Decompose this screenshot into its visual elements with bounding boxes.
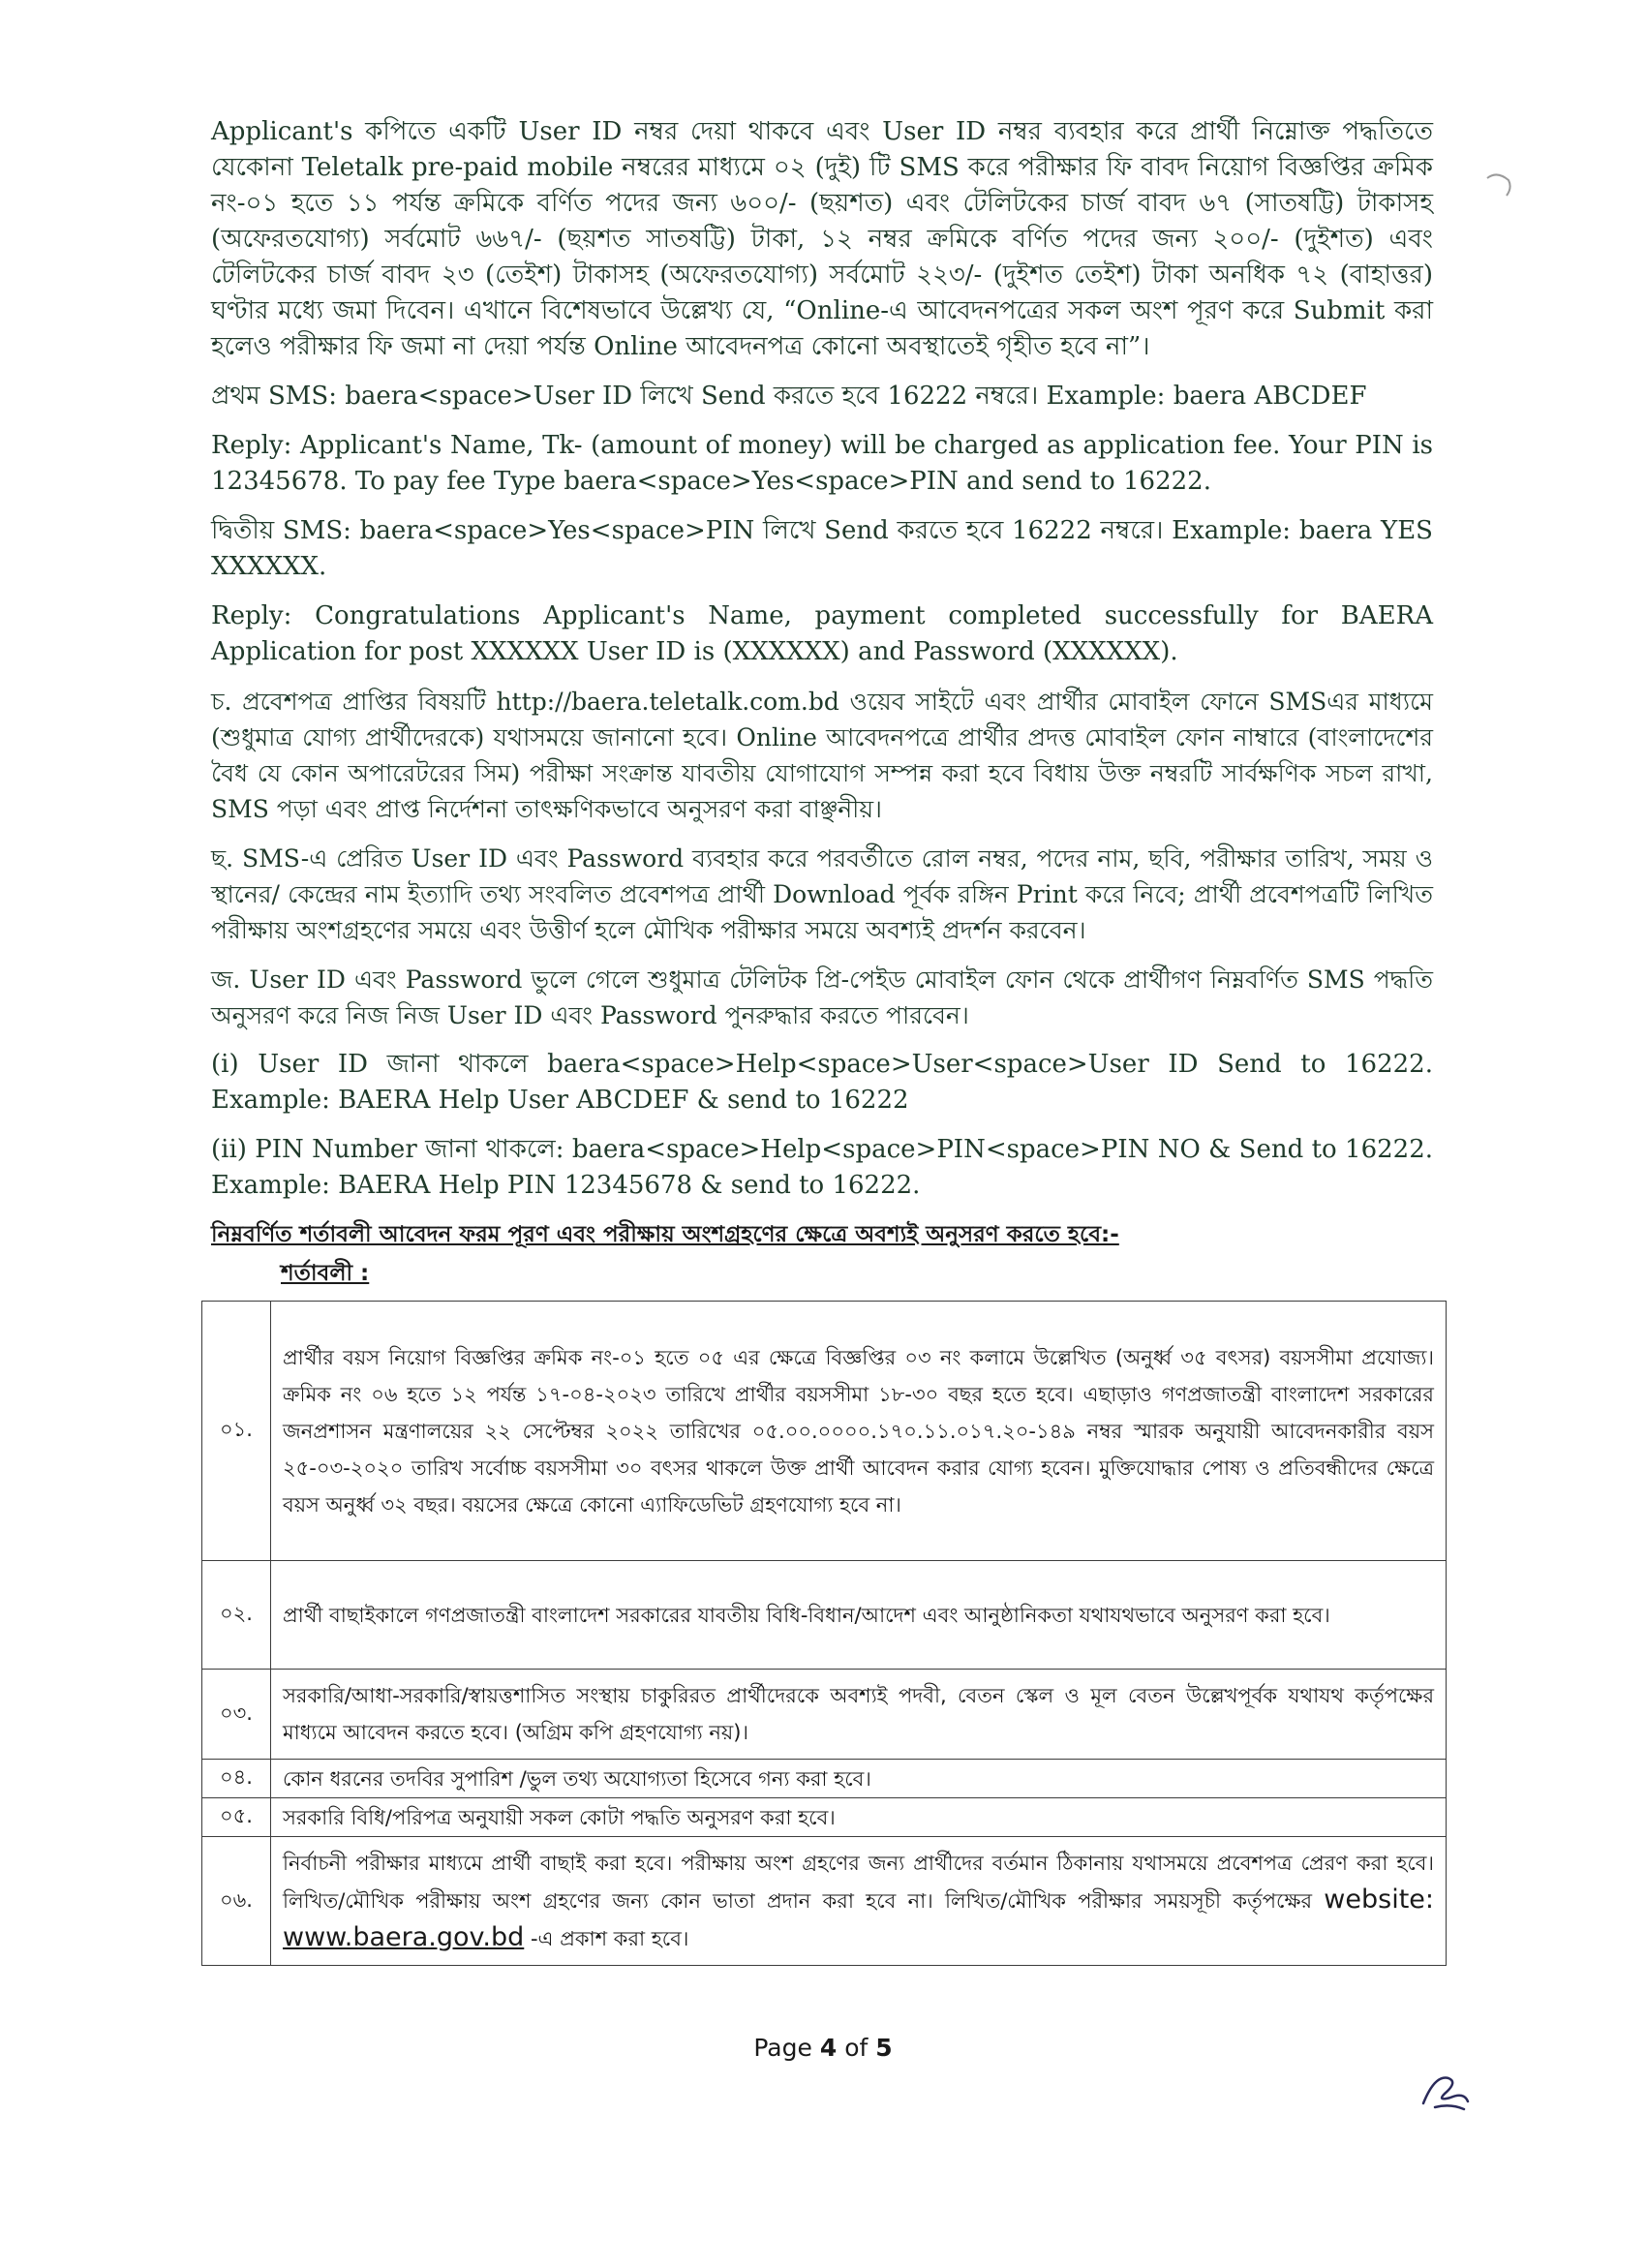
second-sms-instruction: দ্বিতীয় SMS: baera<space>Yes<space>PIN লিখে Send করতে হবে 16222 নম্বরে। Example: baera YES XXXXXX.: [211, 516, 1433, 581]
punch-hole-icon: [1483, 170, 1512, 199]
recovery-pin: (ii) PIN Number জানা থাকলে: baera<space>Help<space>PIN<space>PIN NO & Send to 16222. Example: BAERA Help PIN 12345678 & send to 16222.: [211, 1135, 1433, 1200]
page-of: of: [844, 2034, 869, 2062]
table-row: [202, 1670, 1447, 1760]
signature-icon: [1416, 2065, 1474, 2113]
recovery-notice: জ. User ID এবং Password ভুলে গেলে শুধুমাত্র টেলিটক প্রি-পেইড মোবাইল ফোন থেকে প্রার্থীগণ নিম্নবর্ণিত SMS পদ্ধতি অনুসরণ করে নিজ নিজ User ID এবং Password পুনরুদ্ধার করতে পারবেন।: [211, 965, 1433, 1029]
table-row: [202, 1302, 1447, 1561]
admit-card-notice: চ. প্রবেশপত্র প্রাপ্তির বিষয়টি http://baera.teletalk.com.bd ওয়েব সাইটে এবং প্রার্থীর মোবাইল ফোনে SMSএর মাধ্যমে (শুধুমাত্র যোগ্য প্রার্থীদেরকে) যথাসময়ে জানানো হবে। Online আবেদনপত্রে প্রার্থীর প্রদত্ত মোবাইল ফোন নাম্বারে (বাংলাদেশের বৈধ যে কোন অপারেটরের সিম) পরীক্ষা সংক্রান্ত যাবতীয় যোগাযোগ সম্পন্ন করা হবে বিধায় উক্ত নম্বরটি সার্বক্ষণিক সচল রাখা, SMS পড়া এবং প্রাপ্ত নির্দেশনা তাৎক্ষণিকভাবে অনুসরণ করা বাঞ্ছনীয়।: [211, 688, 1433, 823]
document-page: [211, 114, 1433, 1966]
conditions-table: [201, 1301, 1447, 1966]
term-text: সরকারি বিধি/পরিপত্র অনুযায়ী সকল কোটা পদ্ধতি অনুসরণ করা হবে।: [271, 1798, 1447, 1837]
table-row: [202, 1837, 1447, 1966]
term-text: কোন ধরনের তদবির সুপারিশ /ভুল তথ্য অযোগ্যতা হিসেবে গন্য করা হবে।: [271, 1760, 1447, 1798]
term-number: ০৫.: [202, 1798, 271, 1837]
term-text: সরকারি/আধা-সরকারি/স্বায়ত্তশাসিত সংস্থায় চাকুরিরত প্রার্থীদেরকে অবশ্যই পদবী, বেতন স্কেল ও মূল বেতন উল্লেখপূর্বক যথাযথ কর্তৃপক্ষের মাধ্যমে আবেদন করতে হবে। (অগ্রিম কপি গ্রহণযোগ্য নয়)।: [271, 1670, 1447, 1760]
page-current: 4: [819, 2034, 838, 2062]
term-text: [271, 1837, 1447, 1966]
page-footer: [0, 2034, 1646, 2062]
term-number: ০৬.: [202, 1837, 271, 1966]
website-link[interactable]: [283, 1922, 524, 1952]
first-sms-instruction: প্রথম SMS: baera<space>User ID লিখে Send করতে হবে 16222 নম্বরে। Example: baera ABCDEF: [211, 382, 1367, 411]
page-total: 5: [875, 2034, 893, 2062]
website-url[interactable]: www.baera.gov.bd: [283, 1922, 525, 1952]
payment-paragraph: Applicant's কপিতে একটি User ID নম্বর দেয়া থাকবে এবং User ID নম্বর ব্যবহার করে প্রার্থী নিম্নোক্ত পদ্ধতিতে যেকোনা Teletalk pre-paid mobile নম্বরের মাধ্যমে ০২ (দুই) টি SMS করে পরীক্ষার ফি বাবদ নিয়োগ বিজ্ঞপ্তির ক্রমিক নং-০১ হতে ১১ পর্যন্ত ক্রমিকে বর্ণিত পদের জন্য ৬০০/- (ছয়শত) এবং টেলিটকের চার্জ বাবদ ৬৭ (সাতষট্টি) টাকাসহ (অফেরতযোগ্য) সর্বমোট ৬৬৭/- (ছয়শত সাতষট্টি) টাকা, ১২ নম্বর ক্রমিকে বর্ণিত পদের জন্য ২০০/- (দুইশত) এবং টেলিটকের চার্জ বাবদ ২৩ (তেইশ) টাকাসহ (অফেরতযোগ্য) সর্বমোট ২২৩/- (দুইশত তেইশ) টাকা অনধিক ৭২ (বাহাত্তর) ঘণ্টার মধ্যে জমা দিবেন। এখানে বিশেষভাবে উল্লেখ্য যে, “Online-এ আবেদনপত্রের সকল অংশ পূরণ করে Submit করা হলেও পরীক্ষার ফি জমা না দেয়া পর্যন্ত Online আবেদনপত্র কোনো অবস্থাতেই গৃহীত হবে না”।: [211, 117, 1433, 361]
term-number: ০৪.: [202, 1760, 271, 1798]
admit-card-download: ছ. SMS-এ প্রেরিত User ID এবং Password ব্যবহার করে পরবর্তীতে রোল নম্বর, পদের নাম, ছবি, পরীক্ষার তারিখ, সময় ও স্থানের/ কেন্দ্রের নাম ইত্যাদি তথ্য সংবলিত প্রবেশপত্র প্রার্থী Download পূর্বক রঙ্গিন Print করে নিবে; প্রার্থী প্রবেশপত্রটি লিখিত পরীক্ষায় অংশগ্রহণের সময়ে এবং উত্তীর্ণ হলে মৌখিক পরীক্ষার সময়ে অবশ্যই প্রদর্শন করবেন।: [211, 844, 1433, 944]
term-text: প্রার্থী বাছাইকালে গণপ্রজাতন্ত্রী বাংলাদেশ সরকারের যাবতীয় বিধি-বিধান/আদেশ এবং আনুষ্ঠানিকতা যথাযথভাবে অনুসরণ করা হবে।: [271, 1561, 1447, 1670]
second-sms-reply: Reply: Congratulations Applicant's Name, payment completed successfully for BAERA Application for post XXXXXX User ID is (XXXXXX) and Password (XXXXXX).: [211, 601, 1433, 666]
term-number: ০১.: [202, 1302, 271, 1561]
table-row: [202, 1760, 1447, 1798]
first-sms-reply: Reply: Applicant's Name, Tk- (amount of money) will be charged as application fee. Your PIN is 12345678. To pay fee Type baera<space>Yes<space>PIN and send to 16222.: [211, 431, 1433, 496]
term-number: ০৩.: [202, 1670, 271, 1760]
term-text: প্রার্থীর বয়স নিয়োগ বিজ্ঞপ্তির ক্রমিক নং-০১ হতে ০৫ এর ক্ষেত্রে বিজ্ঞপ্তির ০৩ নং কলামে উল্লেখিত (অনুর্ধ্ব ৩৫ বৎসর) বয়সসীমা প্রযোজ্য। ক্রমিক নং ০৬ হতে ১২ পর্যন্ত ১৭-০৪-২০২৩ তারিখে প্রার্থীর বয়সসীমা ১৮-৩০ বছর হতে হবে। এছাড়াও গণপ্রজাতন্ত্রী বাংলাদেশ সরকারের জনপ্রশাসন মন্ত্রণালয়ের ২২ সেপ্টেম্বর ২০২২ তারিখের ০৫.০০.০০০০.১৭০.১১.০১৭.২০-১৪৯ নম্বর স্মারক অনুযায়ী আবেদনকারীর বয়স ২৫-০৩-২০২০ তারিখ সর্বোচ্চ বয়সসীমা ৩০ বৎসর থাকলে উক্ত প্রার্থী আবেদন করার যোগ্য হবেন। মুক্তিযোদ্ধার পোষ্য ও প্রতিবন্ধীদের ক্ষেত্রে বয়স অনুর্ধ্ব ৩২ বছর। বয়সের ক্ষেত্রে কোনো এ্যাফিডেভিট গ্রহণযোগ্য হবে না।: [271, 1302, 1447, 1561]
table-row: [202, 1561, 1447, 1670]
recovery-user-id: (i) User ID জানা থাকলে baera<space>Help<space>User<space>User ID Send to 16222. Example: BAERA Help User ABCDEF & send to 16222: [211, 1050, 1433, 1115]
page-prefix: Page: [753, 2034, 812, 2062]
term-text-body: নির্বাচনী পরীক্ষার মাধ্যমে প্রার্থী বাছাই করা হবে। পরীক্ষায় অংশ গ্রহণের জন্য প্রার্থীদের বর্তমান ঠিকানায় যথাসময়ে প্রবেশপত্র প্রেরণ করা হবে। লিখিত/মৌখিক পরীক্ষায় অংশ গ্রহণের জন্য কোন ভাতা প্রদান করা হবে না। লিখিত/মৌখিক পরীক্ষার সময়সূচী কর্তৃপক্ষের: [283, 1852, 1434, 1913]
conditions-subheading: শর্তাবলী :: [281, 1261, 370, 1286]
term-text-tail: -এ প্রকাশ করা হবে।: [530, 1927, 689, 1950]
website-label: website:: [1324, 1885, 1434, 1915]
term-number: ০২.: [202, 1561, 271, 1670]
table-row: [202, 1798, 1447, 1837]
conditions-heading: নিম্নবর্ণিত শর্তাবলী আবেদন ফরম পূরণ এবং পরীক্ষায় অংশগ্রহণের ক্ষেত্রে অবশ্যই অনুসরণ করতে হবে:-: [211, 1222, 1119, 1247]
